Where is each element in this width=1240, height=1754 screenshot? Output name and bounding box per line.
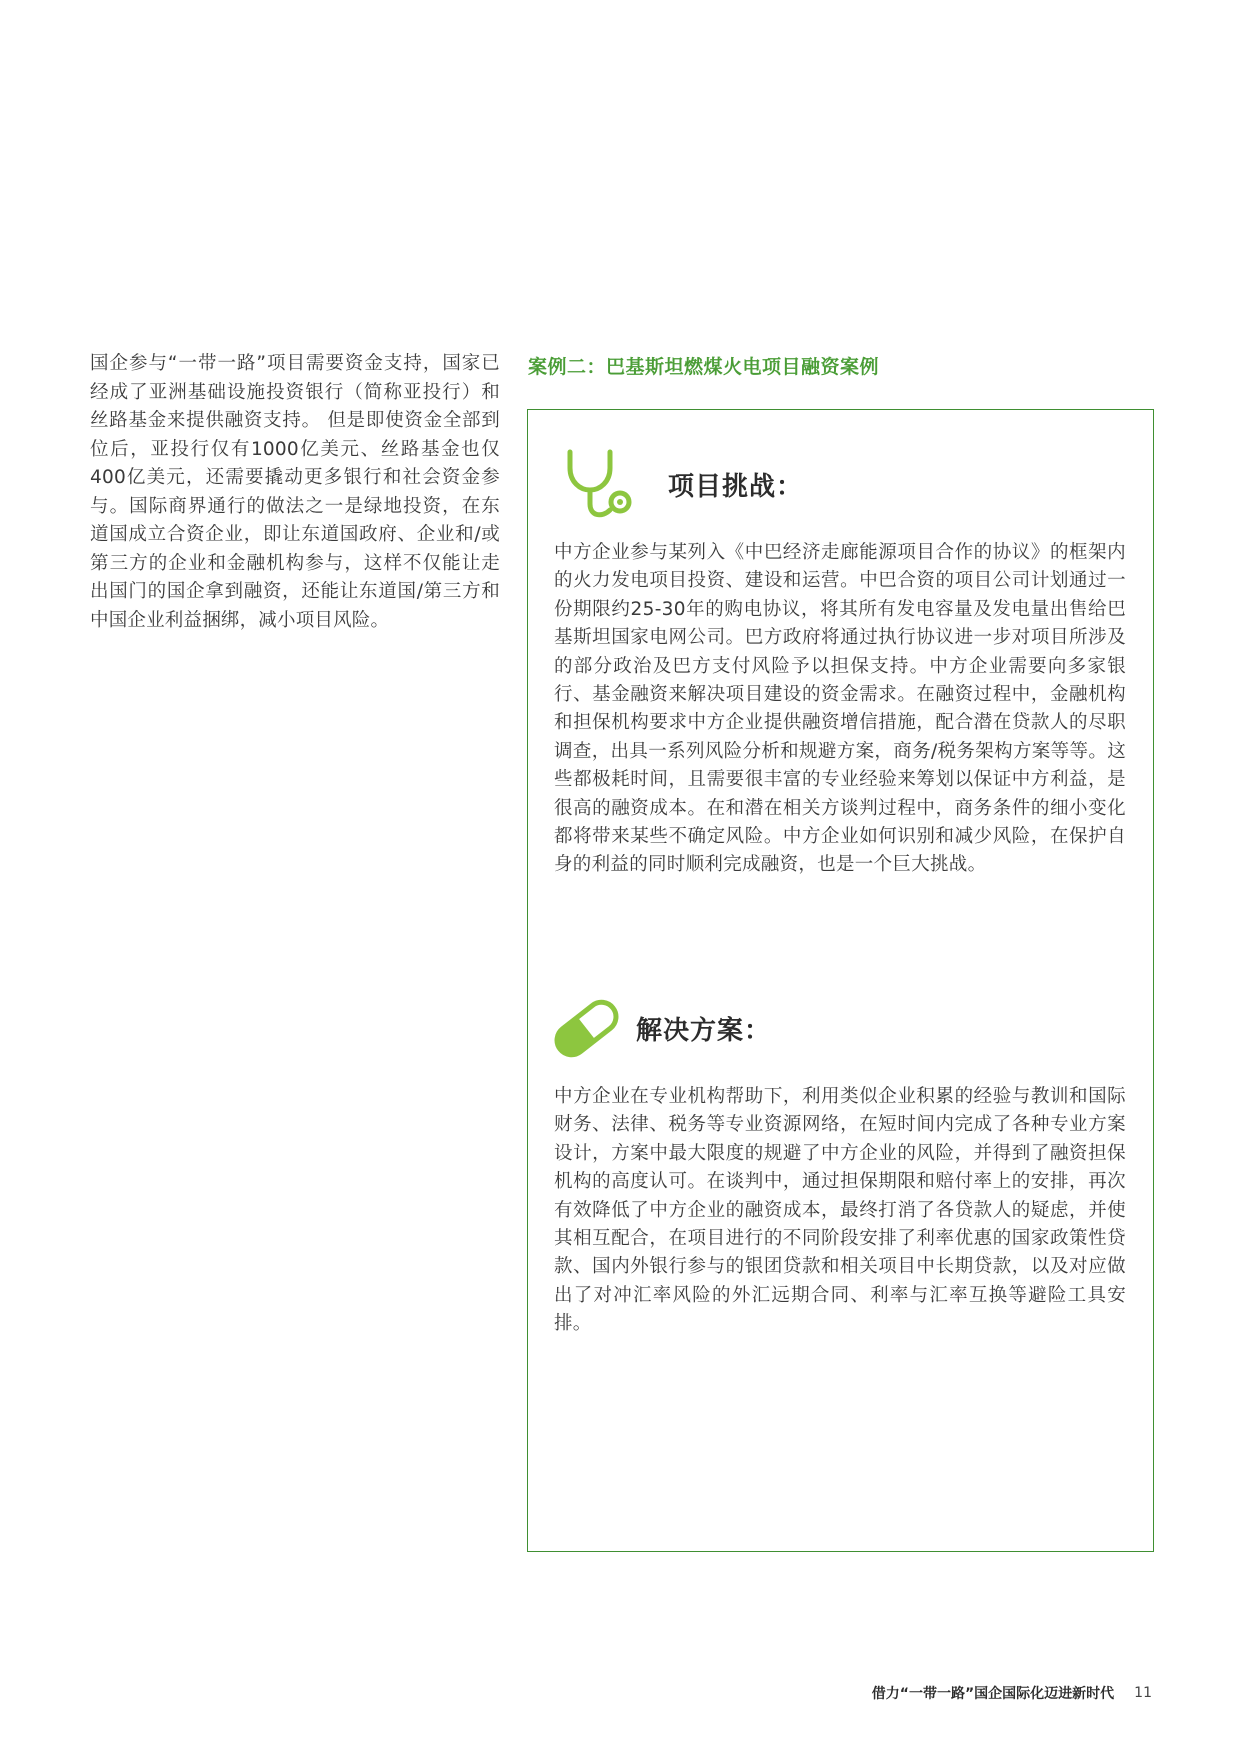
case-title: 案例二：巴基斯坦燃煤火电项目融资案例 (528, 356, 880, 378)
capsule-icon (549, 991, 624, 1066)
page-footer (872, 1683, 1152, 1703)
solution-heading: 解决方案： (636, 1016, 772, 1046)
case-box (527, 409, 1154, 1552)
stethoscope-icon (558, 446, 638, 526)
challenge-heading: 项目挑战： (668, 472, 804, 502)
footer-title: 借力“一带一路”国企国际化迈进新时代 (871, 1686, 1115, 1702)
page-number: 11 (1134, 1685, 1152, 1701)
solution-text: 中方企业在专业机构帮助下，利用类似企业积累的经验与教训和国际财务、法律、税务等专业资源网络，在短时间内完成了各种专业方案设计，方案中最大限度的规避了中方企业的风险，并得到了融资担保机构的高度认可。在谈判中，通过担保期限和赔付率上的安排，再次有效降低了中方企业的融资成本，最终打消了各贷款人的疑虑，并使其相互配合，在项目进行的不同阶段安排了利率优惠的国家政策性贷款、国内外银行参与的银团贷款和相关项目中长期贷款，以及对应做出了对冲汇率风险的外汇远期合同、利率与汇率互换等避险工具安排。 (554, 1086, 1126, 1335)
challenge-text: 中方企业参与某列入《中巴经济走廊能源项目合作的协议》的框架内的火力发电项目投资、建设和运营。中巴合资的项目公司计划通过一份期限约25-30年的购电协议，将其所有发电容量及发电量出售给巴基斯坦国家电网公司。巴方政府将通过执行协议进一步对项目所涉及的部分政治及巴方支付风险予以担保支持。中方企业需要向多家银行、基金融资来解决项目建设的资金需求。在融资过程中，金融机构和担保机构要求中方企业提供融资增信措施，配合潜在贷款人的尽职调查，出具一系列风险分析和规避方案，商务/税务架构方案等等。这些都极耗时间，且需要很丰富的专业经验来筹划以保证中方利益，是很高的融资成本。在和潜在相关方谈判过程中，商务条件的细小变化都将带来某些不确定风险。中方企业如何识别和减少风险，在保护自身的利益的同时顺利完成融资，也是一个巨大挑战。 (554, 542, 1126, 876)
intro-paragraph: 国企参与“一带一路”项目需要资金支持，国家已经成了亚洲基础设施投资银行（简称亚投行）和丝路基金来提供融资支持。 但是即使资金全部到位后，亚投行仅有1000亿美元、丝路基金也仅400亿美元，还需要撬动更多银行和社会资金参与。国际商界通行的做法之一是绿地投资，在东道国成立合资企业，即让东道国政府、企业和/或第三方的企业和金融机构参与，这样不仅能让走出国门的国企拿到融资，还能让东道国/第三方和中国企业利益捆绑，减小项目风险。 (90, 353, 500, 631)
